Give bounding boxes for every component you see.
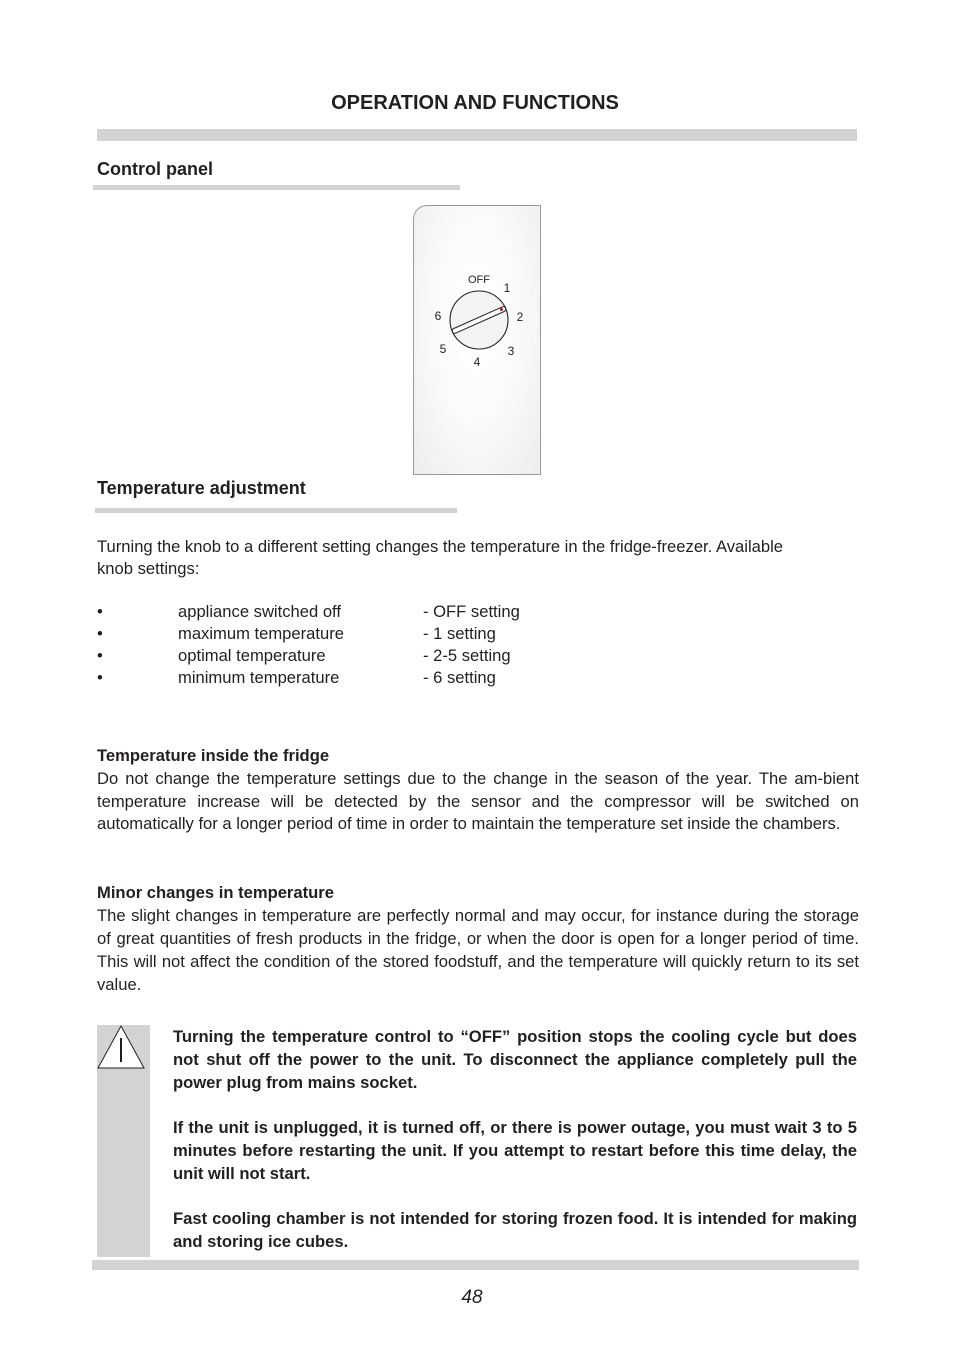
warning-triangle-icon xyxy=(96,1024,148,1071)
knob-label-4: 4 xyxy=(473,355,481,369)
setting-value: - 2-5 setting xyxy=(423,646,511,665)
control-panel-heading: Control panel xyxy=(97,159,213,179)
setting-value: - 6 setting xyxy=(423,668,496,687)
knob-label-2: 2 xyxy=(516,310,524,324)
setting-label: maximum temperature xyxy=(178,624,344,643)
page-title: OPERATION AND FUNCTIONS xyxy=(331,92,619,114)
bullet: • xyxy=(97,624,103,643)
control-panel-underline xyxy=(93,185,460,190)
knob-label-6: 6 xyxy=(434,309,442,323)
bullet: • xyxy=(97,668,103,687)
temperature-adjustment-underline xyxy=(95,508,457,513)
page-number: 48 xyxy=(461,1287,483,1308)
inside-fridge-heading: Temperature inside the fridge xyxy=(97,746,330,765)
setting-label: appliance switched off xyxy=(178,602,341,621)
minor-changes-heading: Minor changes in temperature xyxy=(97,883,334,902)
temperature-adjustment-intro-line1: Turning the knob to a different setting changes the temperature in the fridge-freezer. Available xyxy=(97,537,783,556)
knob-label-5: 5 xyxy=(439,342,447,356)
setting-label: optimal temperature xyxy=(178,646,326,665)
setting-row xyxy=(97,601,697,623)
bullet: • xyxy=(97,646,103,665)
knob-indicator-dot xyxy=(500,308,503,311)
warning-paragraph-2: If the unit is unplugged, it is turned off, or there is power outage, you must wait 3 to 5 minutes before restarting the unit. If you attempt to restart before this time delay, the unit will not start. xyxy=(173,1118,857,1183)
bullet: • xyxy=(97,602,103,621)
inside-fridge-text: Do not change the temperature settings due to the change in the season of the year. The am-bient temperature increase will be detected by the sensor and the compressor will be switched on automatically for a longer period of time in order to maintain the temperature set inside the chambers. xyxy=(97,769,859,833)
setting-row xyxy=(97,623,697,645)
temperature-adjustment-intro-line2: knob settings: xyxy=(97,559,200,578)
setting-value: - 1 setting xyxy=(423,624,496,643)
setting-row xyxy=(97,645,697,667)
control-panel-illustration xyxy=(413,205,541,475)
thermostat-knob-diagram xyxy=(414,206,540,474)
thermostat-knob xyxy=(450,291,508,349)
knob-label-3: 3 xyxy=(507,344,515,358)
setting-label: minimum temperature xyxy=(178,668,340,687)
minor-changes-text: The slight changes in temperature are perfectly normal and may occur, for instance during the storage of great quantities of fresh products in the fridge, or when the door is open for a longer period of time. This will not affect the condition of the stored foodstuff, and the temperature will quickly return to its set value. xyxy=(97,906,859,994)
setting-value: - OFF setting xyxy=(423,602,520,621)
warning-paragraph-3: Fast cooling chamber is not intended for storing frozen food. It is intended for making and storing ice cubes. xyxy=(173,1209,857,1251)
warning-paragraph-1: Turning the temperature control to “OFF” position stops the cooling cycle but does not shut off the power to the unit. To disconnect the appliance completely pull the power plug from mains socket. xyxy=(173,1027,857,1092)
title-divider xyxy=(97,129,857,141)
warning-bottom-divider xyxy=(92,1260,859,1270)
knob-label-off: OFF xyxy=(468,274,490,286)
setting-row xyxy=(97,667,697,689)
temperature-adjustment-heading: Temperature adjustment xyxy=(97,478,306,498)
knob-label-1: 1 xyxy=(503,281,511,295)
